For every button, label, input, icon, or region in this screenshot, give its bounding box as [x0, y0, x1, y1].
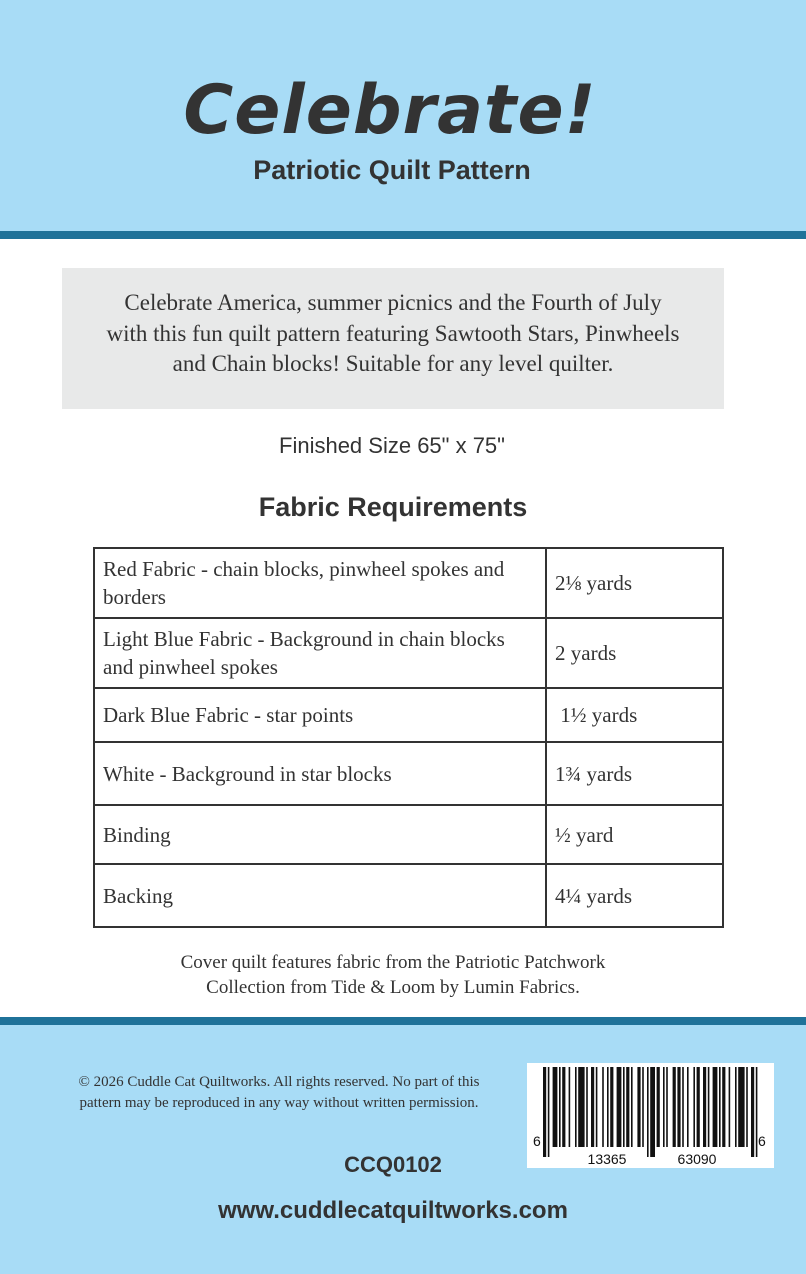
fabric-credit [0, 950, 786, 1000]
fabric-item: Binding [94, 805, 546, 864]
table-row [94, 805, 723, 864]
fabric-amount: 4¼ yards [546, 864, 723, 927]
fabric-requirements-heading: Fabric Requirements [258, 492, 528, 522]
table-row [94, 742, 723, 805]
fabric-item: Backing [94, 864, 546, 927]
barcode-left-digit: 6 [533, 1133, 541, 1149]
credit-line: Collection from Tide & Loom by Lumin Fabrics. [206, 977, 580, 998]
fabric-item: Red Fabric - chain blocks, pinwheel spokes and borders [94, 548, 546, 618]
product-code: CCQ0102 [344, 1152, 442, 1177]
description-line: Celebrate America, summer picnics and the Fourth of July [124, 290, 662, 315]
fabric-amount: 1¾ yards [546, 742, 723, 805]
fabric-amount: 1½ yards [546, 688, 723, 742]
table-row [94, 688, 723, 742]
footer-divider-stripe [0, 1017, 806, 1025]
fabric-item: Dark Blue Fabric - star points [94, 688, 546, 742]
barcode-right-digit: 6 [758, 1133, 766, 1149]
header-divider-stripe [0, 231, 806, 239]
website-link[interactable]: www.cuddlecatquiltworks.com [218, 1197, 568, 1224]
fabric-item: Light Blue Fabric - Background in chain blocks and pinwheel spokes [94, 618, 546, 688]
description-line: and Chain blocks! Suitable for any level quilter. [172, 351, 614, 376]
pattern-subtitle: Patriotic Quilt Pattern [253, 155, 531, 185]
fabric-amount: 2 yards [546, 618, 723, 688]
credit-line: Cover quilt features fabric from the Patriotic Patchwork [180, 952, 606, 973]
table-row [94, 548, 723, 618]
pattern-title: Celebrate! [183, 71, 597, 150]
description-text [62, 288, 724, 380]
table-row [94, 864, 723, 927]
description-line: with this fun quilt pattern featuring Sawtooth Stars, Pinwheels [106, 320, 680, 346]
copyright-line: pattern may be reproduced in any way without written permission. [79, 1095, 479, 1111]
copyright-line: © 2026 Cuddle Cat Quiltworks. All rights reserved. No part of this [78, 1074, 480, 1090]
description-box [62, 268, 724, 409]
fabric-amount: 2⅛ yards [546, 548, 723, 618]
fabric-requirements-table [93, 547, 724, 928]
copyright-notice [48, 1072, 510, 1114]
barcode-group-2: 63090 [677, 1151, 717, 1167]
finished-size: Finished Size 65" x 75" [279, 433, 505, 458]
fabric-amount: ½ yard [546, 805, 723, 864]
fabric-item: White - Background in star blocks [94, 742, 546, 805]
table-row [94, 618, 723, 688]
barcode-group-1: 13365 [587, 1151, 627, 1167]
